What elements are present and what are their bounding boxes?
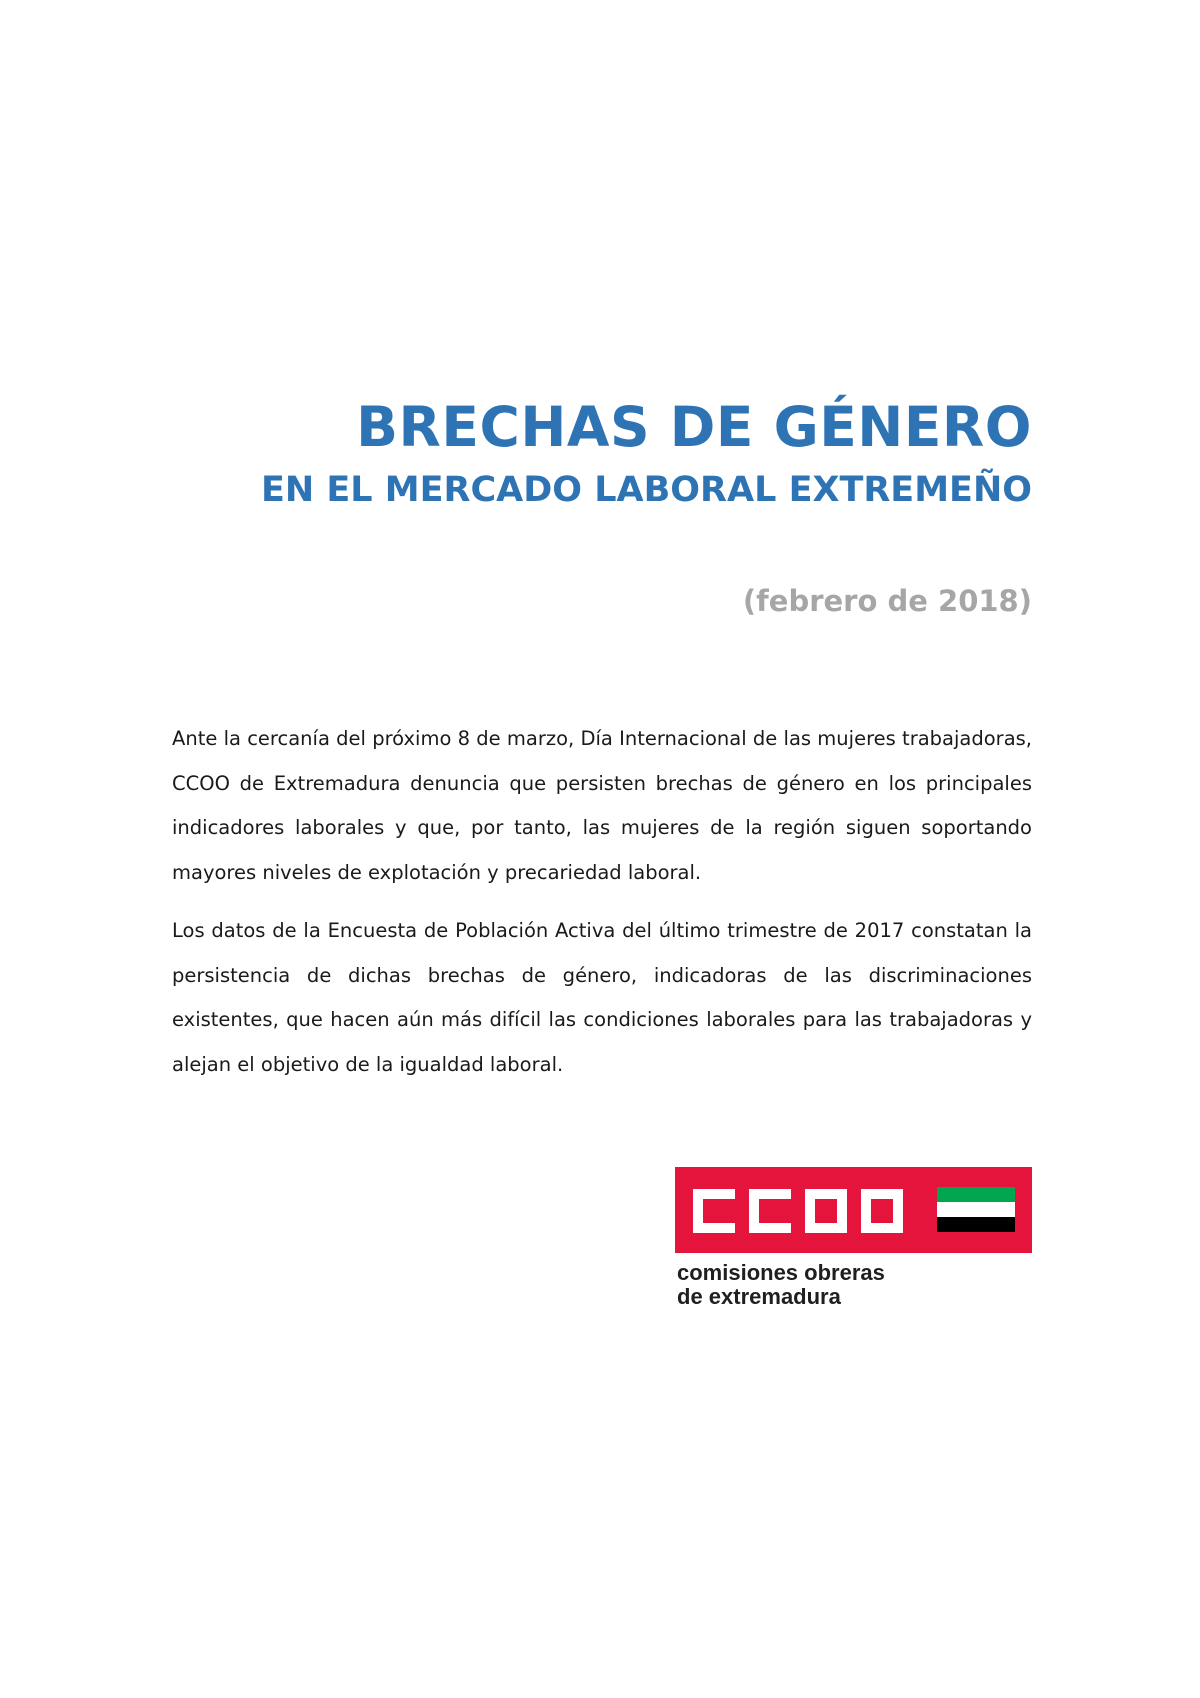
logo-red-band [675, 1167, 1032, 1253]
title-block [261, 392, 1032, 512]
paragraph-2: Los datos de la Encuesta de Población Activa del último trimestre de 2017 constatan la persistencia de dichas brechas de género, indicadoras de las discriminaciones existentes, que hacen aún más difícil las condiciones laborales para las trabajadoras y alejan el objetivo de la igualdad laboral. [172, 919, 1032, 1076]
paragraph-1: Ante la cercanía del próximo 8 de marzo, Día Internacional de las mujeres trabajadoras, CCOO de Extremadura denuncia que persisten brechas de género en los principales indicadores laborales y que, por tanto, las mujeres de la región siguen soportando mayores niveles de explotación y precariedad laboral. [172, 727, 1032, 884]
logo-line-2: de extremadura [677, 1284, 841, 1309]
logo-line-1: comisiones obreras [677, 1260, 885, 1285]
document-title: BRECHAS DE GÉNERO [356, 395, 1032, 459]
document-date: (febrero de 2018) [742, 584, 1032, 618]
body-text [172, 717, 1032, 1101]
ccoo-wordmark-icon [675, 1167, 1032, 1253]
logo-caption [677, 1261, 1032, 1309]
ccoo-logo [675, 1167, 1032, 1309]
document-subtitle: EN EL MERCADO LABORAL EXTREMEÑO [261, 470, 1032, 510]
